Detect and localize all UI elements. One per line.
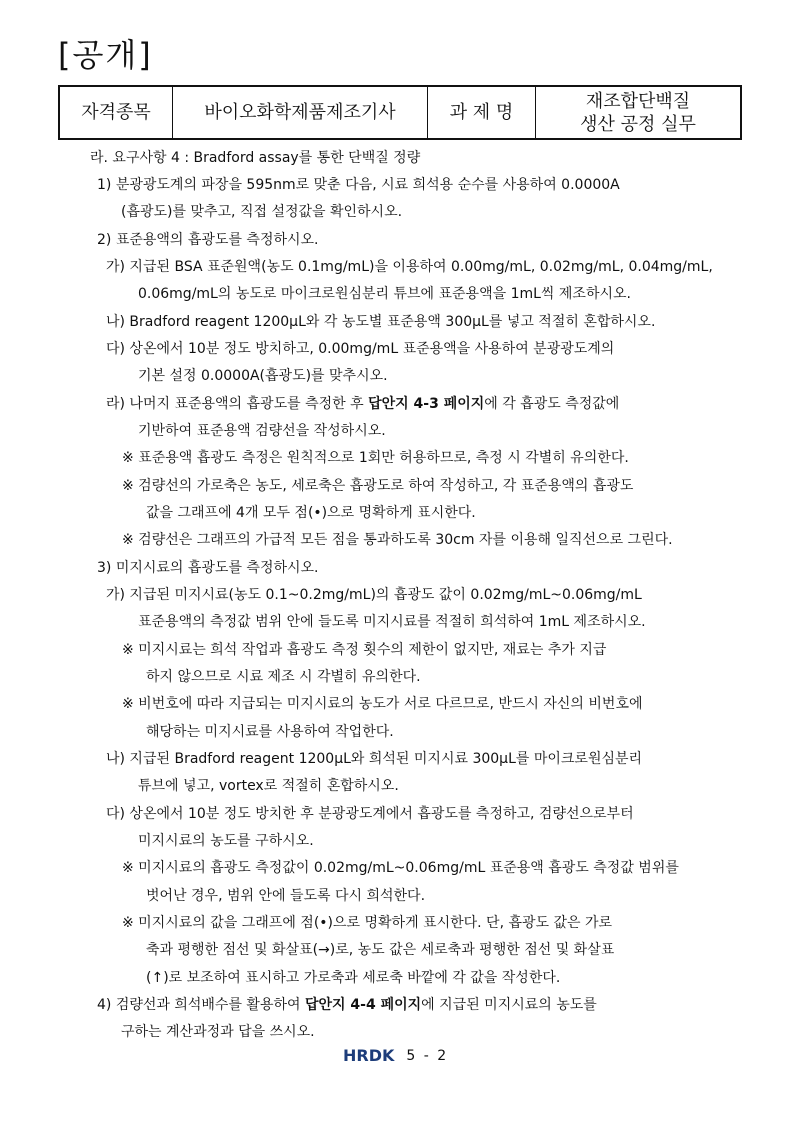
step-3a: 가) 지급된 미지시료(농도 0.1~0.2mg/mL)의 흡광도 값이 0.02mg/mL~0.06mg/mL: [106, 587, 642, 603]
note-3a-1: ※ 미지시료는 희석 작업과 흡광도 측정 횟수의 제한이 없지만, 재료는 추가 지급: [122, 642, 607, 658]
step-2c-cont: 기본 설정 0.0000A(흡광도)를 맞추시오.: [138, 368, 388, 384]
note-2d-3: ※ 검량선은 그래프의 가급적 모든 점을 통과하도록 30cm 자를 이용해 일직선으로 그린다.: [122, 532, 673, 548]
step-2d-text-a: 라) 나머지 표준용액의 흡광도를 측정한 후: [106, 396, 369, 412]
step-2c: 다) 상온에서 10분 정도 방치하고, 0.00mg/mL 표준용액을 사용하여 분광광도계의: [106, 341, 615, 357]
step-3b: 나) 지급된 Bradford reagent 1200μL와 희석된 미지시료 300μL를 마이크로원심분리: [106, 751, 643, 767]
note-3c-1-cont: 벗어난 경우, 범위 안에 들도록 다시 희석한다.: [146, 888, 426, 904]
task-value: [536, 86, 742, 139]
step-1: 1) 분광광도계의 파장을 595nm로 맞춘 다음, 시료 희석용 순수를 사용하여 0.0000A: [97, 177, 620, 193]
note-3c-2-cont2: (↑)로 보조하여 표시하고 가로축과 세로축 바깥에 각 값을 작성한다.: [146, 970, 561, 986]
step-2: 2) 표준용액의 흡광도를 측정하시오.: [97, 232, 319, 248]
step-4-text-c: 에 지급된 미지시료의 농도를: [421, 997, 597, 1013]
step-3c: 다) 상온에서 10분 정도 방치한 후 분광광도계에서 흡광도를 측정하고, 검량선으로부터: [106, 806, 634, 822]
cert-value: 바이오화학제품제조기사: [173, 86, 428, 139]
step-2d: [106, 395, 619, 413]
step-3a-cont: 표준용액의 측정값 범위 안에 들도록 미지시료를 적절히 희석하여 1mL 제조하시오.: [138, 614, 646, 630]
header-table: [58, 85, 742, 140]
step-2d-cont: 기반하여 표준용액 검량선을 작성하시오.: [138, 423, 386, 439]
note-3a-1-cont: 하지 않으므로 시료 제조 시 각별히 유의한다.: [146, 669, 421, 685]
page-footer: [343, 1046, 448, 1065]
step-3: 3) 미지시료의 흡광도를 측정하시오.: [97, 560, 319, 576]
step-4: [97, 996, 597, 1014]
note-3c-1: ※ 미지시료의 흡광도 측정값이 0.02mg/mL~0.06mg/mL 표준용액 흡광도 측정값 범위를: [122, 860, 679, 876]
step-3b-cont: 튜브에 넣고, vortex로 적절히 혼합하시오.: [138, 778, 399, 794]
step-2b: 나) Bradford reagent 1200μL와 각 농도별 표준용액 300μL를 넣고 적절히 혼합하시오.: [106, 314, 656, 330]
step-2d-text-c: 에 각 흡광도 측정값에: [484, 396, 620, 412]
cert-label: 자격종목: [59, 86, 173, 139]
task-value-line1: 재조합단백질: [585, 90, 691, 112]
step-4-text-a: 4) 검량선과 희석배수를 활용하여: [97, 997, 305, 1013]
note-3a-2: ※ 비번호에 따라 지급되는 미지시료의 농도가 서로 다르므로, 반드시 자신의 비번호에: [122, 696, 643, 712]
step-2a-cont: 0.06mg/mL의 농도로 마이크로원심분리 튜브에 표준용액을 1mL씩 제조하시오.: [138, 286, 631, 302]
note-3c-2: ※ 미지시료의 값을 그래프에 점(•)으로 명확하게 표시한다. 단, 흡광도 값은 가로: [122, 915, 613, 931]
note-3a-2-cont: 해당하는 미지시료를 사용하여 작업한다.: [146, 724, 394, 740]
step-3c-cont: 미지시료의 농도를 구하시오.: [138, 833, 314, 849]
note-2d-1: ※ 표준용액 흡광도 측정은 원칙적으로 1회만 허용하므로, 측정 시 각별히 유의한다.: [122, 450, 629, 466]
step-2a: 가) 지급된 BSA 표준원액(농도 0.1mg/mL)을 이용하여 0.00mg/mL, 0.02mg/mL, 0.04mg/mL,: [106, 259, 713, 275]
page-number: 5 - 2: [406, 1047, 449, 1064]
document-tag: [공개]: [58, 36, 153, 74]
answer-sheet-ref-4-4: 답안지 4-4 페이지: [304, 997, 422, 1013]
answer-sheet-ref-4-3: 답안지 4-3 페이지: [368, 396, 485, 412]
step-4-cont: 구하는 계산과정과 답을 쓰시오.: [121, 1024, 315, 1040]
step-1-cont: (흡광도)를 맞추고, 직접 설정값을 확인하시오.: [121, 204, 403, 220]
note-3c-2-cont1: 축과 평행한 점선 및 화살표(→)로, 농도 값은 세로축과 평행한 점선 및 화살표: [146, 942, 615, 958]
task-label: 과 제 명: [428, 86, 536, 139]
note-2d-2-cont: 값을 그래프에 4개 모두 점(•)으로 명확하게 표시한다.: [146, 505, 476, 521]
task-value-line2: 생산 공정 실무: [580, 113, 696, 135]
hrdk-logo: HRDK: [343, 1046, 395, 1065]
section-heading: 라. 요구사항 4 : Bradford assay를 통한 단백질 정량: [90, 150, 421, 166]
note-2d-2: ※ 검량선의 가로축은 농도, 세로축은 흡광도로 하여 작성하고, 각 표준용액의 흡광도: [122, 478, 634, 494]
